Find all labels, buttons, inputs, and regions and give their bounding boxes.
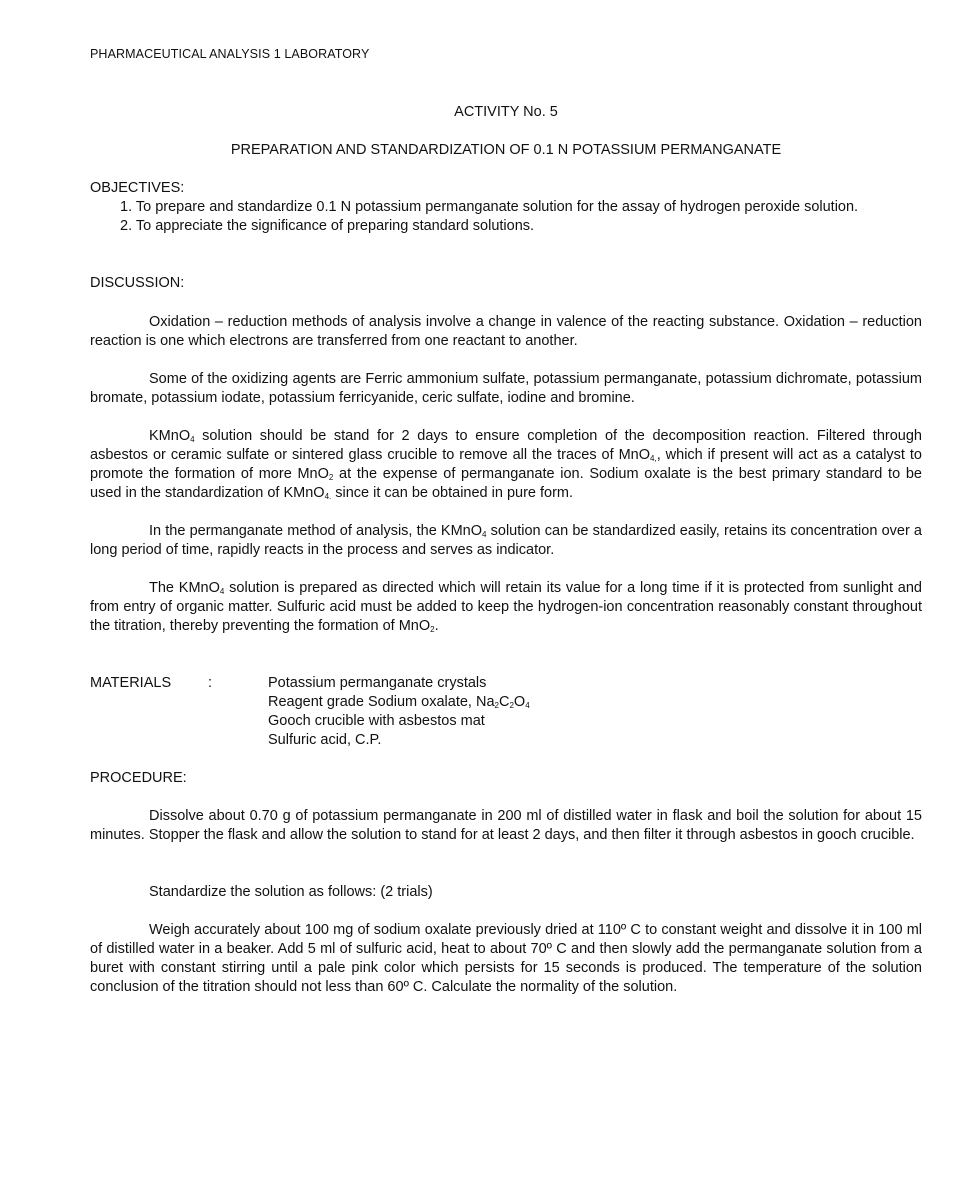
discussion-paragraph: [90, 313, 922, 351]
discussion-text: KMnO$_4$ solution should be stand for 2 days to ensure completion of the decomposition reaction. Filtered through asbestos or ceramic sulfate or sintered glass crucible to remove all the traces of MnO$_{4,}$, which if present will act as a catalyst to promote the formation of more MnO$_2$ at the expense of permanganate ion. Sodium oxalate is the best primary standard to be used in the standardization of KMnO$_{4.}$ since it can be obtained in pure form.: [90, 428, 922, 501]
discussion-paragraph: [90, 579, 922, 636]
objective-item: 1. To prepare and standardize 0.1 N potassium permanganate solution for the assay of hydrogen peroxide solution.: [120, 199, 859, 215]
material-item: Gooch crucible with asbestos mat: [268, 713, 485, 729]
materials-label: MATERIALS: [90, 675, 172, 691]
procedure-text: Dissolve about 0.70 g of potassium permanganate in 200 ml of distilled water in flask and boil the solution for about 15 minutes. Stopper the flask and allow the solution to stand for at least 2 days, and then filter it through asbestos in gooch crucible.: [90, 808, 922, 843]
discussion-paragraph: [90, 427, 922, 503]
procedure-text: Weigh accurately about 100 mg of sodium oxalate previously dried at 110º C to constant weight and dissolve it in 100 ml of distilled water in a beaker. Add 5 ml of sulfuric acid, heat to about 70º C and then slowly add the permanganate solution from a buret with constant stirring until a pale pink color which persists for 15 seconds is produced. The temperature of the solution conclusion of the titration should not less than 60º C. Calculate the normality of the solution.: [90, 922, 922, 995]
discussion-heading: DISCUSSION:: [90, 275, 185, 291]
activity-number: ACTIVITY No. 5: [454, 104, 558, 120]
objectives-heading: OBJECTIVES:: [90, 180, 185, 196]
discussion-text: Some of the oxidizing agents are Ferric ammonium sulfate, potassium permanganate, potassium dichromate, potassium bromate, potassium iodate, potassium ferricyanide, ceric sulfate, iodine and bromine.: [90, 371, 922, 406]
document-title: PREPARATION AND STANDARDIZATION OF 0.1 N POTASSIUM PERMANGANATE: [230, 142, 782, 158]
objective-item: 2. To appreciate the significance of preparing standard solutions.: [120, 218, 535, 234]
discussion-text: Oxidation – reduction methods of analysis involve a change in valence of the reacting substance. Oxidation – reduction reaction is one which electrons are transferred from one reactant to another.: [90, 314, 922, 349]
material-item: Potassium permanganate crystals: [268, 675, 487, 691]
running-header: PHARMACEUTICAL ANALYSIS 1 LABORATORY: [90, 47, 370, 61]
objectives-section: [90, 179, 922, 236]
materials-colon: :: [208, 675, 213, 691]
materials-list: [268, 674, 530, 750]
discussion-paragraph: [90, 522, 922, 560]
materials-section: [90, 674, 922, 754]
material-item: Sulfuric acid, C.P.: [268, 732, 382, 748]
discussion-paragraph: [90, 370, 922, 408]
discussion-text: In the permanganate method of analysis, the KMnO$_4$ solution can be standardized easily, retains its concentration over a long period of time, rapidly reacts in the process and serves as indicator.: [90, 523, 922, 558]
procedure-paragraph: [90, 883, 922, 902]
procedure-heading: PROCEDURE:: [90, 770, 187, 786]
material-item: Reagent grade Sodium oxalate, $Na_2C_2O_4$: [268, 694, 530, 710]
procedure-paragraph: [90, 807, 922, 845]
procedure-text: Standardize the solution as follows: (2 trials): [149, 884, 433, 900]
procedure-paragraph: [90, 921, 922, 997]
discussion-text: The KMnO$_4$ solution is prepared as directed which will retain its value for a long time if it is protected from sunlight and from entry of organic matter. Sulfuric acid must be added to keep the hydrogen-ion concentration reasonably constant throughout the titration, thereby preventing the formation of MnO$_2$.: [90, 580, 923, 634]
